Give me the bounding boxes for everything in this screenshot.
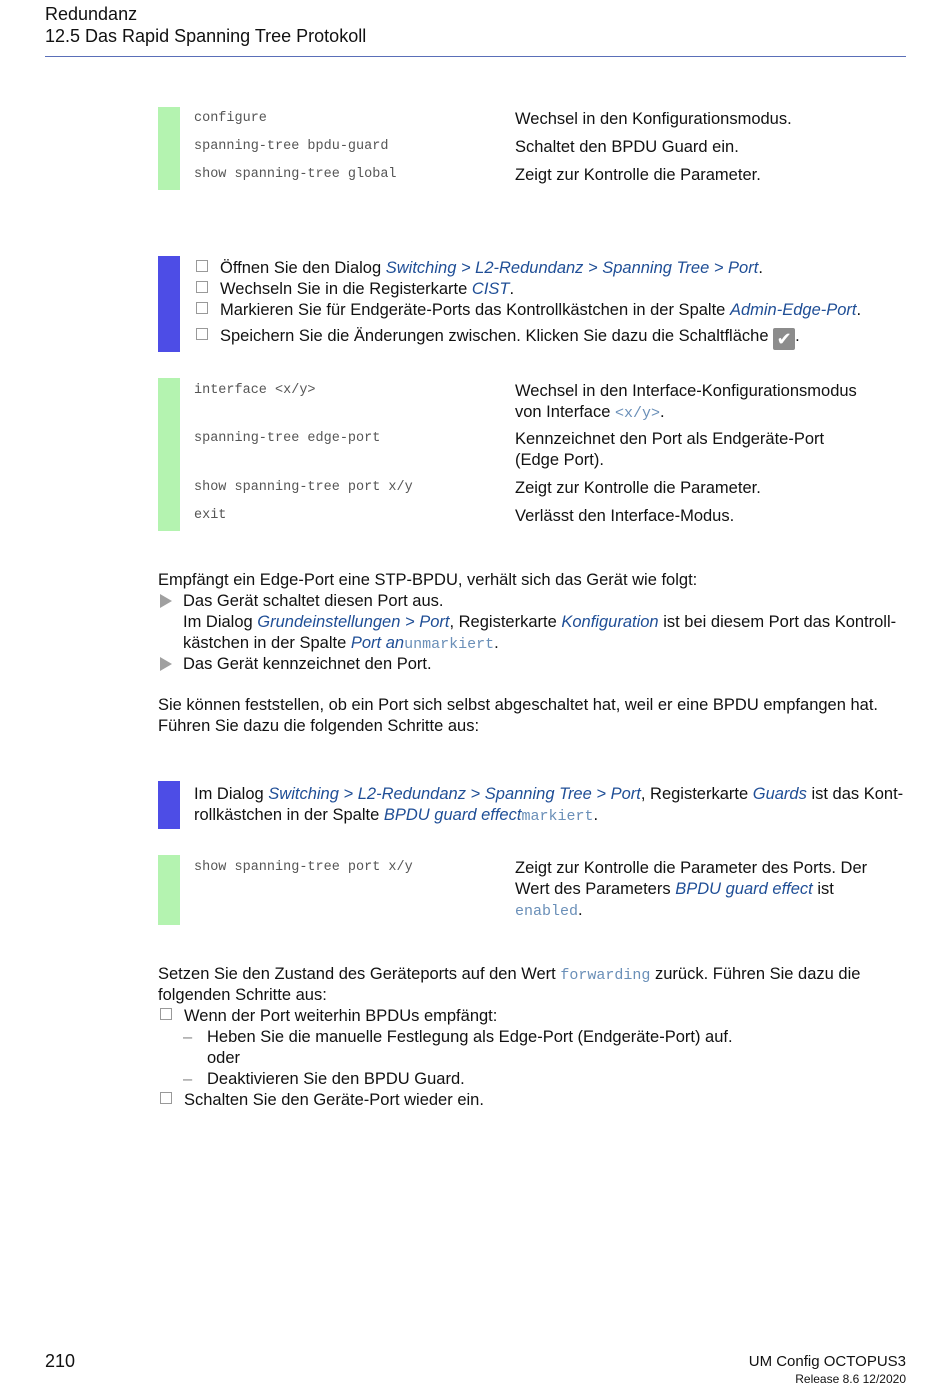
- cli-description: Wechsel in den Konfigurationsmodus.: [515, 110, 792, 128]
- cli-command: show spanning-tree port x/y: [194, 860, 413, 875]
- dash-icon: –: [183, 1028, 193, 1046]
- checkmark-save-icon: ✔: [773, 328, 795, 350]
- tab-name: CIST: [471, 280, 510, 298]
- gui-instruction: rollkästchen in der Spalte BPDU guard effectmarkiert.: [194, 806, 599, 825]
- document-title: UM Config OCTOPUS3: [748, 1353, 906, 1370]
- cli-description: Kennzeichnet den Port als Endgeräte-Port (Edge Port).: [515, 430, 825, 469]
- dash-icon: –: [183, 1070, 193, 1088]
- page-number: 210: [45, 1351, 76, 1371]
- step-item: Schalten Sie den Geräte-Port wieder ein.: [160, 1090, 484, 1111]
- result-arrow-icon: [160, 657, 172, 671]
- cli-command: interface <x/y>: [194, 383, 316, 398]
- paragraph: Setzen Sie den Zustand des Geräteports auf den Wert forwarding zurück. Führen Sie dazu die: [158, 965, 861, 984]
- paragraph: Sie können feststellen, ob ein Port sich selbst abgeschaltet hat, weil er eine BPDU empfangen hat.: [158, 696, 879, 714]
- gui-block-marker: [158, 256, 180, 352]
- result-detail: Im Dialog Grundeinstellungen > Port, Registerkarte Konfiguration ist bei diesem Port das Kontroll-: [183, 613, 897, 631]
- sub-step-connector: oder: [207, 1049, 241, 1067]
- cli-command: spanning-tree edge-port: [194, 431, 381, 446]
- cli-description: Zeigt zur Kontrolle die Parameter des Ports. Der Wert des Parameters BPDU guard effect ist enabled.: [515, 859, 868, 920]
- cli-command: spanning-tree bpdu-guard: [194, 139, 389, 154]
- cli-description: Schaltet den BPDU Guard ein.: [515, 138, 739, 156]
- step-item: Wenn der Port weiterhin BPDUs empfängt:: [160, 1006, 497, 1027]
- step-item: Markieren Sie für Endgeräte-Ports das Kontrollkästchen in der Spalte Admin-Edge-Port.: [196, 300, 861, 321]
- release-info: Release 8.6 12/2020: [795, 1372, 906, 1386]
- cli-description: Wechsel in den Interface-Konfigurationsmodus von Interface <x/y>.: [515, 382, 857, 422]
- step-item: Speichern Sie die Änderungen zwischen. Klicken Sie dazu die Schaltfläche ✔ .: [196, 326, 800, 350]
- gui-instruction: Im Dialog Switching > L2-Redundanz > Spanning Tree > Port, Registerkarte Guards ist das Kont-: [194, 785, 904, 803]
- cli-description: Zeigt zur Kontrolle die Parameter.: [515, 479, 761, 497]
- cli-description: Zeigt zur Kontrolle die Parameter.: [515, 166, 761, 184]
- cli-command: configure: [194, 111, 267, 126]
- cli-block-marker: [158, 855, 180, 925]
- result-item: Das Gerät schaltet diesen Port aus.: [183, 592, 444, 610]
- section-title: 12.5 Das Rapid Spanning Tree Protokoll: [45, 26, 367, 46]
- cli-block-marker: [158, 378, 180, 531]
- checkbox-icon: [196, 328, 208, 340]
- checkbox-icon: [160, 1008, 172, 1020]
- checkbox-icon: [196, 260, 208, 272]
- header-rule: [45, 56, 906, 57]
- checkbox-icon: [196, 281, 208, 293]
- checkbox-icon: [196, 302, 208, 314]
- cli-block-marker: [158, 107, 180, 190]
- cli-command: show spanning-tree port x/y: [194, 480, 413, 495]
- cli-command: show spanning-tree global: [194, 167, 397, 182]
- sub-step: – Heben Sie die manuelle Festlegung als Edge-Port (Endgeräte-Port) auf.: [183, 1028, 733, 1046]
- step-item: Wechseln Sie in die Registerkarte CIST.: [196, 279, 514, 300]
- checkbox-icon: [160, 1092, 172, 1104]
- column-name: Admin-Edge-Port: [729, 301, 857, 319]
- step-item: Öffnen Sie den Dialog Switching > L2-Redundanz > Spanning Tree > Port.: [196, 258, 763, 279]
- cli-command: exit: [194, 508, 227, 523]
- cli-description: Verlässt den Interface-Modus.: [515, 507, 735, 525]
- gui-block-marker: [158, 781, 180, 829]
- sub-step: – Deaktivieren Sie den BPDU Guard.: [183, 1070, 465, 1088]
- dialog-path: Switching > L2-Redundanz > Spanning Tree > Port: [385, 259, 759, 277]
- paragraph: Führen Sie dazu die folgenden Schritte aus:: [158, 717, 480, 735]
- chapter-title: Redundanz: [45, 4, 138, 24]
- result-arrow-icon: [160, 594, 172, 608]
- result-item: Das Gerät kennzeichnet den Port.: [183, 655, 432, 673]
- paragraph: folgenden Schritte aus:: [158, 986, 327, 1004]
- paragraph: Empfängt ein Edge-Port eine STP-BPDU, verhält sich das Gerät wie folgt:: [158, 571, 698, 589]
- result-detail: kästchen in der Spalte Port anunmarkiert.: [183, 634, 499, 653]
